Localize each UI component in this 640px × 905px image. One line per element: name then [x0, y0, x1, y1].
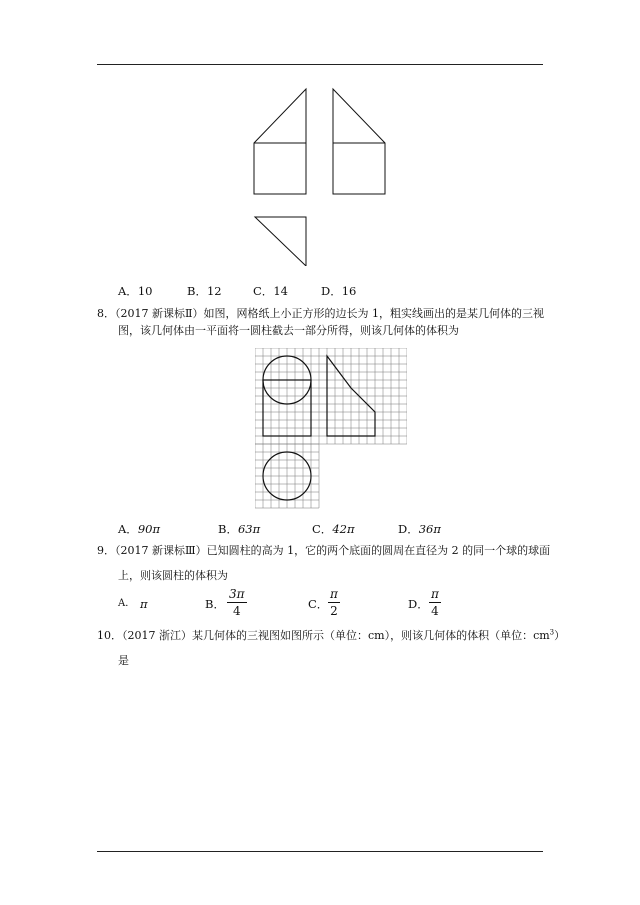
- q9-option-d-letter: D．: [408, 597, 429, 611]
- q10-line-1-text: 10．（2017 浙江）某几何体的三视图如图所示（单位：cm），则该几何体的体积（单位：cm: [97, 629, 550, 642]
- q9-question-line-2: 上，则该圆柱的体积为: [118, 569, 228, 582]
- q9-option-c-fraction: [328, 587, 340, 618]
- q7-option-d: D．16: [321, 284, 357, 298]
- q8-option-a: A．90π: [118, 522, 161, 536]
- q7-three-view-figure: [250, 86, 390, 266]
- q9-question-line-1: 9．（2017 新课标Ⅲ）已知圆柱的高为 1，它的两个底面的圆周在直径为 2 的同一个球的球面: [97, 544, 551, 557]
- q9-option-b-fraction: [227, 587, 247, 618]
- q9-option-c-denominator: 2: [330, 604, 338, 618]
- side-view-shape: [333, 89, 385, 194]
- q7-option-b: B．12: [187, 284, 222, 298]
- front-view-shape: [254, 89, 306, 194]
- q9-option-d-fraction: [429, 587, 441, 618]
- q10-question-line-2: 是: [118, 654, 129, 667]
- footer-rule: [97, 851, 543, 852]
- q9-option-a-letter: A．: [118, 598, 136, 609]
- q9-option-d-denominator: 4: [431, 604, 439, 618]
- header-rule: [97, 64, 543, 65]
- q10-question-line-1: [97, 629, 565, 643]
- q9-option-a-value: π: [140, 597, 148, 611]
- q10-line-1-end: ）: [554, 629, 566, 642]
- q7-option-a: A．10: [118, 284, 153, 298]
- q9-option-b-letter: B．: [205, 597, 225, 611]
- q8-question-line-2: 图，该几何体由一平面将一圆柱截去一部分所得，则该几何体的体积为: [118, 324, 459, 337]
- q8-option-d: D．36π: [398, 522, 441, 536]
- q10-superscript: 3: [549, 628, 555, 637]
- q8-option-c: C．42π: [312, 522, 355, 536]
- q7-option-c: C．14: [253, 284, 288, 298]
- q9-option-c-numerator: π: [330, 587, 338, 601]
- q8-question-line-1: 8．（2017 新课标Ⅱ）如图，网格纸上小正方形的边长为 1，粗实线画出的是某几何体的三视: [97, 307, 544, 320]
- q9-option-d-numerator: π: [431, 587, 439, 601]
- q9-option-c-letter: C．: [308, 597, 329, 611]
- q8-option-b: B．63π: [218, 522, 261, 536]
- top-view-shape: [255, 217, 306, 266]
- q8-grid-figure: [255, 348, 407, 512]
- q9-option-b-denominator: 4: [232, 604, 241, 618]
- q9-option-b-numerator: 3π: [229, 587, 245, 601]
